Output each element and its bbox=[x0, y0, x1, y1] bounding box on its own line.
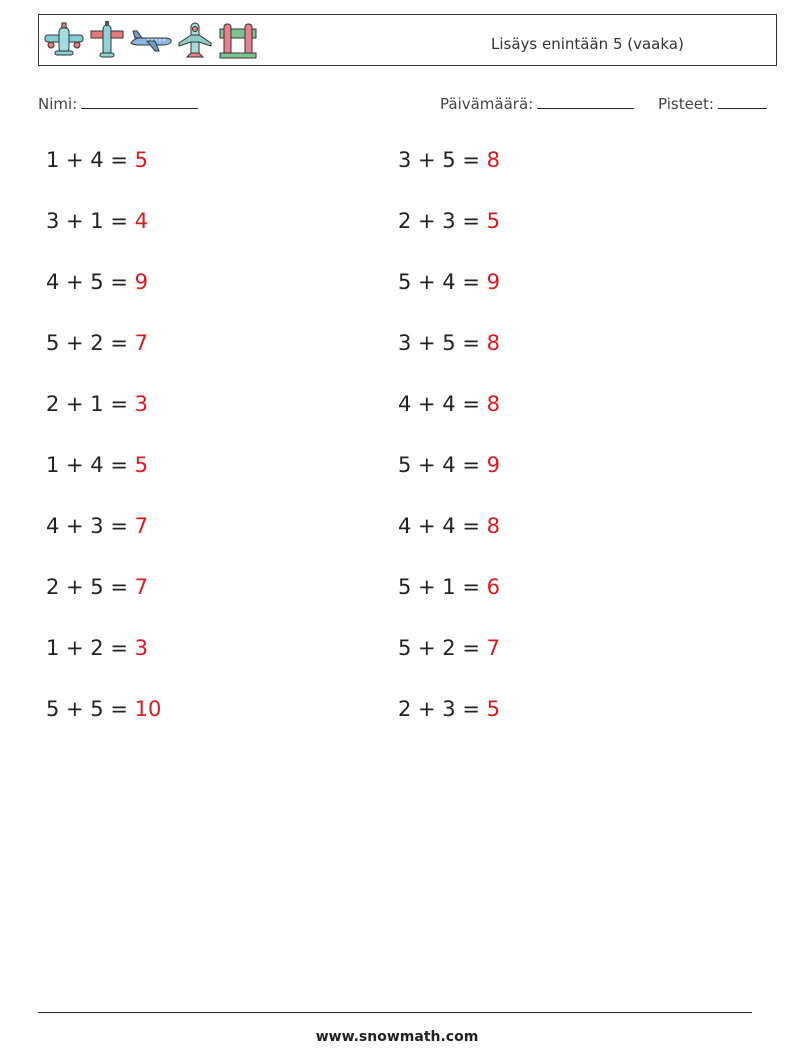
name-field bbox=[38, 94, 198, 113]
problem-item bbox=[46, 331, 148, 355]
plane-top-teal-icon bbox=[177, 21, 213, 61]
date-line[interactable] bbox=[537, 94, 634, 109]
problem-question: 4 + 3 = bbox=[46, 514, 135, 538]
problem-answer: 7 bbox=[134, 331, 148, 355]
problem-answer: 8 bbox=[486, 148, 500, 172]
problem-answer: 3 bbox=[134, 392, 148, 416]
problem-answer: 7 bbox=[134, 514, 148, 538]
problem-item bbox=[46, 209, 148, 233]
problem-answer: 5 bbox=[486, 209, 500, 233]
header-icons bbox=[43, 21, 259, 61]
problem-answer: 7 bbox=[486, 636, 500, 660]
problem-question: 4 + 5 = bbox=[46, 270, 135, 294]
problem-item bbox=[398, 331, 500, 355]
problem-question: 2 + 5 = bbox=[46, 575, 135, 599]
problem-item bbox=[46, 575, 148, 599]
problem-item bbox=[398, 148, 500, 172]
problem-answer: 8 bbox=[486, 331, 500, 355]
problem-item bbox=[46, 514, 148, 538]
problem-question: 3 + 1 = bbox=[46, 209, 135, 233]
footer-divider bbox=[38, 1012, 752, 1013]
name-line[interactable] bbox=[81, 94, 198, 109]
problem-item bbox=[46, 148, 148, 172]
problem-item bbox=[46, 392, 148, 416]
problem-question: 5 + 1 = bbox=[398, 575, 487, 599]
problem-answer: 7 bbox=[134, 575, 148, 599]
problem-item bbox=[46, 270, 148, 294]
date-label: Päivämäärä: bbox=[440, 95, 534, 113]
score-field bbox=[658, 94, 767, 113]
worksheet-header bbox=[38, 14, 777, 66]
problem-question: 2 + 1 = bbox=[46, 392, 135, 416]
problem-answer: 10 bbox=[134, 697, 162, 721]
plane-front-red-icon bbox=[89, 21, 125, 61]
problem-item bbox=[398, 209, 500, 233]
problem-item bbox=[398, 392, 500, 416]
problem-question: 3 + 5 = bbox=[398, 148, 487, 172]
problem-answer: 6 bbox=[486, 575, 500, 599]
problem-question: 3 + 5 = bbox=[398, 331, 487, 355]
problem-answer: 5 bbox=[134, 148, 148, 172]
problem-item bbox=[46, 697, 161, 721]
problem-question: 1 + 2 = bbox=[46, 636, 135, 660]
score-line[interactable] bbox=[718, 94, 767, 109]
problem-item bbox=[398, 636, 500, 660]
problem-question: 5 + 5 = bbox=[46, 697, 135, 721]
problem-question: 4 + 4 = bbox=[398, 514, 487, 538]
problem-question: 2 + 3 = bbox=[398, 209, 487, 233]
date-field bbox=[440, 94, 634, 113]
name-label: Nimi: bbox=[38, 95, 78, 113]
problem-question: 5 + 4 = bbox=[398, 453, 487, 477]
problem-question: 4 + 4 = bbox=[398, 392, 487, 416]
problem-item bbox=[398, 697, 500, 721]
problem-answer: 9 bbox=[486, 270, 500, 294]
jet-side-blue-icon bbox=[129, 21, 173, 61]
problem-question: 2 + 3 = bbox=[398, 697, 487, 721]
problem-item bbox=[46, 636, 148, 660]
score-label: Pisteet: bbox=[658, 95, 714, 113]
footer-url: www.snowmath.com bbox=[315, 1029, 479, 1045]
problem-answer: 5 bbox=[134, 453, 148, 477]
worksheet-title: Lisäys enintään 5 (vaaka) bbox=[491, 35, 684, 53]
problem-question: 5 + 4 = bbox=[398, 270, 487, 294]
problem-question: 1 + 4 = bbox=[46, 148, 135, 172]
plane-front-teal-icon bbox=[43, 21, 85, 61]
problem-item bbox=[398, 453, 500, 477]
problem-item bbox=[398, 575, 500, 599]
problem-answer: 3 bbox=[134, 636, 148, 660]
problem-answer: 4 bbox=[134, 209, 148, 233]
problem-question: 1 + 4 = bbox=[46, 453, 135, 477]
problem-answer: 8 bbox=[486, 514, 500, 538]
problem-item bbox=[398, 270, 500, 294]
problem-answer: 8 bbox=[486, 392, 500, 416]
problem-answer: 5 bbox=[486, 697, 500, 721]
problem-answer: 9 bbox=[134, 270, 148, 294]
problem-question: 5 + 2 = bbox=[46, 331, 135, 355]
plane-twin-green-icon bbox=[217, 21, 259, 61]
problem-item bbox=[398, 514, 500, 538]
problem-item bbox=[46, 453, 148, 477]
problem-question: 5 + 2 = bbox=[398, 636, 487, 660]
problem-answer: 9 bbox=[486, 453, 500, 477]
